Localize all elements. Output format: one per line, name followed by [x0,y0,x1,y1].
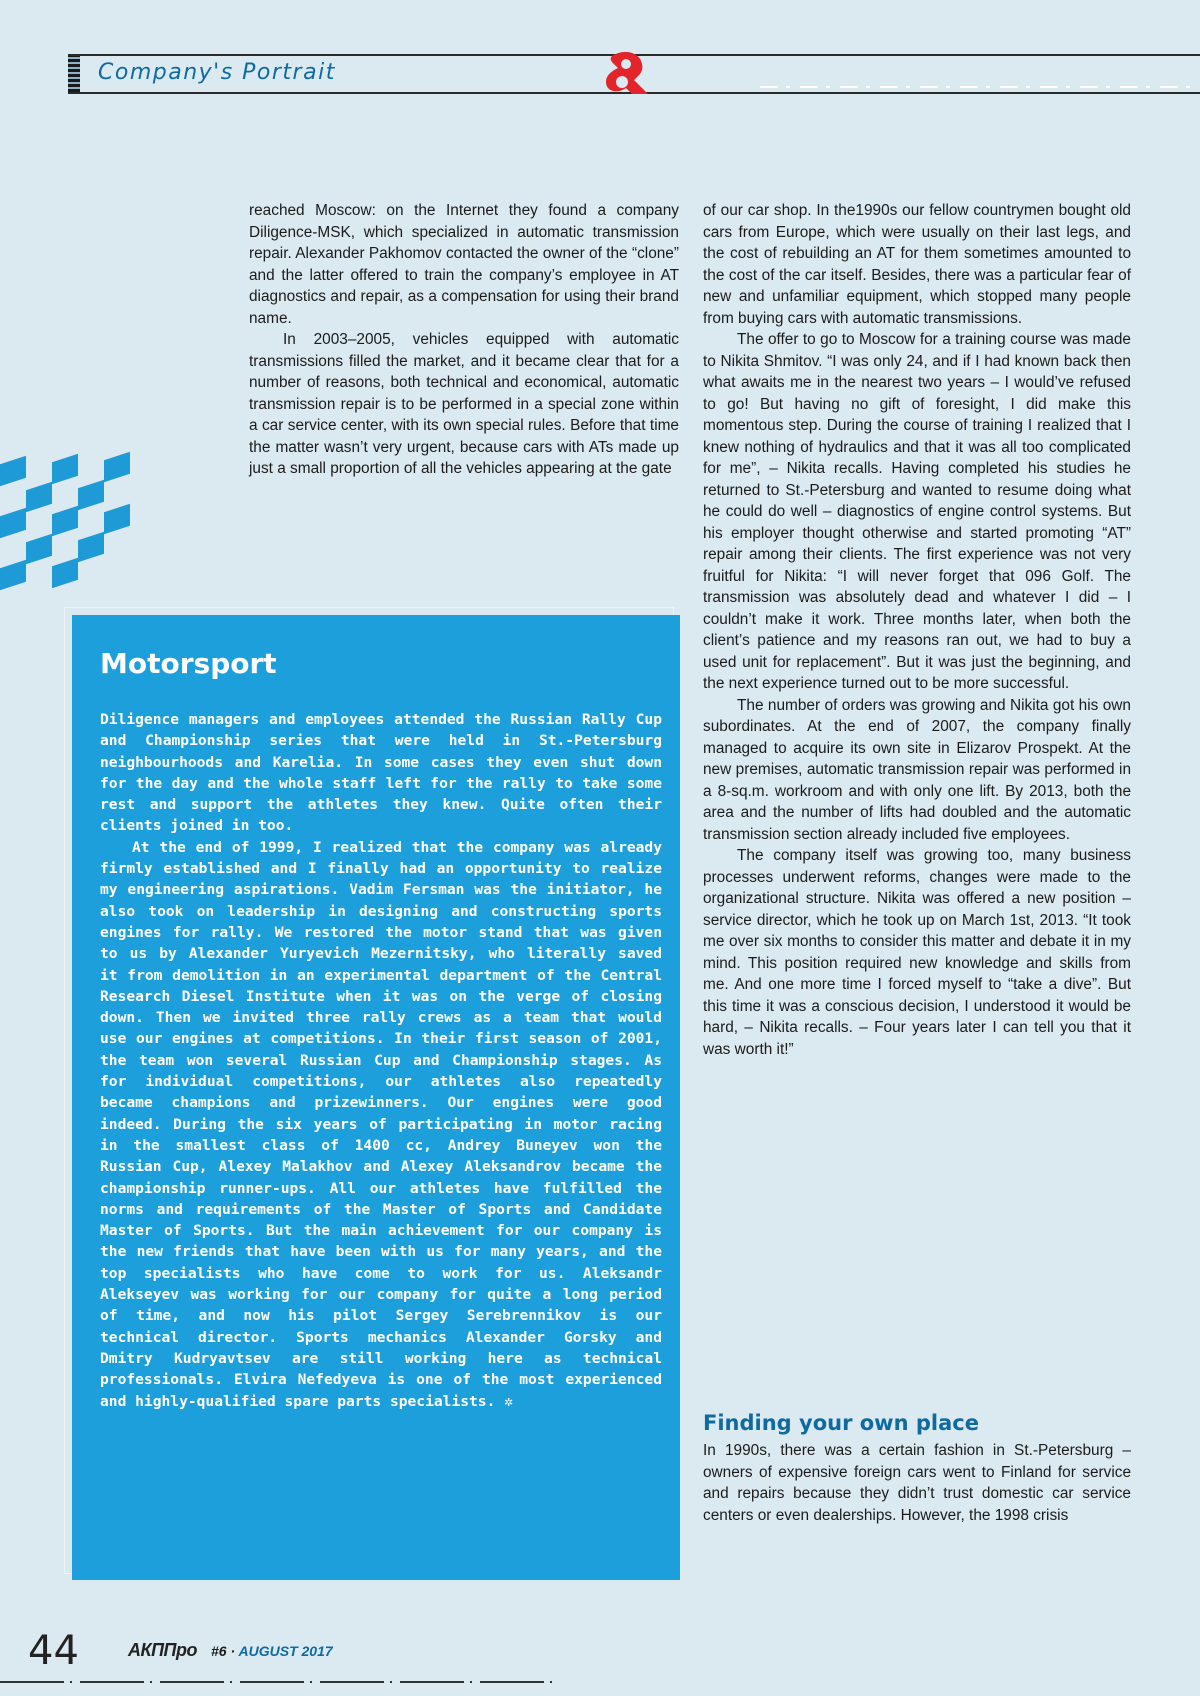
paragraph: of our car shop. In the1990s our fellow countrymen bought old cars from Europe, which were usually on their last legs, and the cost of rebuilding an AT for them sometimes amounted to the cost of the car itself. Besides, there was a particular fear of new and unfamiliar equipment, which stopped many people from buying cars with automatic transmissions. [703,202,1131,327]
paragraph: In 2003–2005, vehicles equipped with automatic transmissions filled the market, and it became clear that for a number of reasons, both technical and economical, automatic transmission repair is to be performed in a special zone within a car service center, with its own special rules. Before that time the matter wasn’t very urgent, because cars with ATs made up just a small proportion of all the vehicles appearing at the gate [249,331,679,477]
header-dotted-line [760,86,1200,88]
issue-number: #6 [211,1643,227,1659]
motorsport-title: Motorsport [100,647,277,680]
paragraph: Diligence managers and employees attended the Russian Rally Cup and Championship series that were held in St.-Petersburg neighbourhoods and Karelia. In some cases they even shut down for the day and the whole staff left for the rally to take some rest and support the athletes they knew. Quite often their clients joined in too. [100,711,662,835]
paragraph: The offer to go to Moscow for a training course was made to Nikita Shmitov. “I was only 24, and if I had known back then what awaits me in the nearest two years – I would’ve refused to go! But having no gift of foresight, I did make this momentous step. During the course of training I realized that I knew nothing of hydraulics and that it was all too complicated for me”, – Nikita recalls. Having completed his studies he returned to St.-Petersburg and wanted to resume doing what he could do well – diagnostics of engine control systems. But his employer thought otherwise and started promoting “AT” repair among their clients. The first experience was not very fruitful for Nikita: “I will never forget that 096 Golf. The transmission was absolutely dead and whatever I did – I couldn’t make it work. Three months later, when both the client’s patience and my reasons ran out, we had to buy a used unit for replacement”. But it was just the beginning, and the next experience turned out to be more successful. [703,331,1131,692]
logo-badge-icon [604,50,656,96]
paragraph: reached Moscow: on the Internet they found a company Diligence-MSK, which specialized in automatic transmission repair. Alexander Pakhomov contacted the owner of the “clone” and the latter offered to train the company’s employee in AT diagnostics and repair, as a compensation for using their brand name. [249,202,679,327]
paragraph [100,837,662,1412]
article-column-middle [249,200,679,480]
issue-date: AUGUST 2017 [238,1643,333,1659]
motorsport-box [72,615,680,1580]
header-stripes [68,56,80,92]
magazine-logo: АКППро [128,1640,197,1660]
paragraph: The number of orders was growing and Nikita got his own subordinates. At the end of 2007, the company finally managed to acquire its own site in Elizarov Prospekt. At the new premises, automatic transmission repair was performed in a 8-sq.m. workroom and with only one lift. By 2013, both the area and the number of lifts had doubled and the automatic transmission section already included five employees. [703,696,1131,843]
issue-info [211,1643,333,1659]
article-column-right [703,200,1131,1060]
page-number: 44 [28,1628,79,1674]
motorsport-text [100,709,662,1412]
article-column-right-lower [703,1440,1131,1526]
subheading: Finding your own place [703,1411,979,1435]
footer-dotted-line [0,1681,560,1683]
section-title: Company's Portrait [98,60,336,85]
issue-separator: · [230,1643,236,1659]
gear-end-icon: ✲ [504,1392,513,1410]
paragraph: The company itself was growing too, many business processes underwent reforms, changes were made to the organizational structure. Nikita was offered a new position – service director, which he took up on March 1st, 2013. “It took me over six months to consider this matter and debate it in my mind. This position required new knowledge and skills from me. And one more time I forced myself to “take a dive”. But this time it was a conscious decision, I understood it would be hard, – Nikita recalls. – Four years later I can tell you that it was worth it!” [703,847,1131,1058]
paragraph: In 1990s, there was a certain fashion in St.-Petersburg – owners of expensive foreign cars went to Finland for service and repairs because they didn’t trust domestic car service centers or even dealerships. However, the 1998 crisis [703,1442,1131,1524]
paragraph-text: At the end of 1999, I realized that the company was already firmly established and I finally had an opportunity to realize my engineering aspirations. Vadim Fersman was the initiator, he also took on leadership in designing and constructing sports engines for rally. We restored the motor stand that was given to us by Alexander Yuryevich Mezernitsky, who literally saved it from demolition in an experimental department of the Central Research Diesel Institute when it was on the verge of closing down. Then we invited three rally crews as a team that would use our engines at competitions. In their first season of 2001, the team won several Russian Cup and Championship stages. As for individual competitions, our athletes also repeatedly became champions and prizewinners. Our engines were good indeed. During the six years of participating in motor racing in the smallest class of 1400 cc, Andrey Buneyev won the Russian Cup, Alexey Malakhov and Alexey Aleksandrov became the championship runner-ups. All our athletes have fulfilled the norms and requirements of the Master of Sports and Candidate Master of Sports. But the main achievement for our company is the new friends that have been with us for many years, and the top specialists who have come to work for us. Aleksandr Alekseyev was working for our company for quite a long period of time, and now his pilot Sergey Serebrennikov is our technical director. Sports mechanics Alexander Gorsky and Dmitry Kudryavtsev are still working here as technical professionals. Elvira Nefedyeva is one of the most experienced and highly-qualified spare parts specialists. [100,838,662,1410]
